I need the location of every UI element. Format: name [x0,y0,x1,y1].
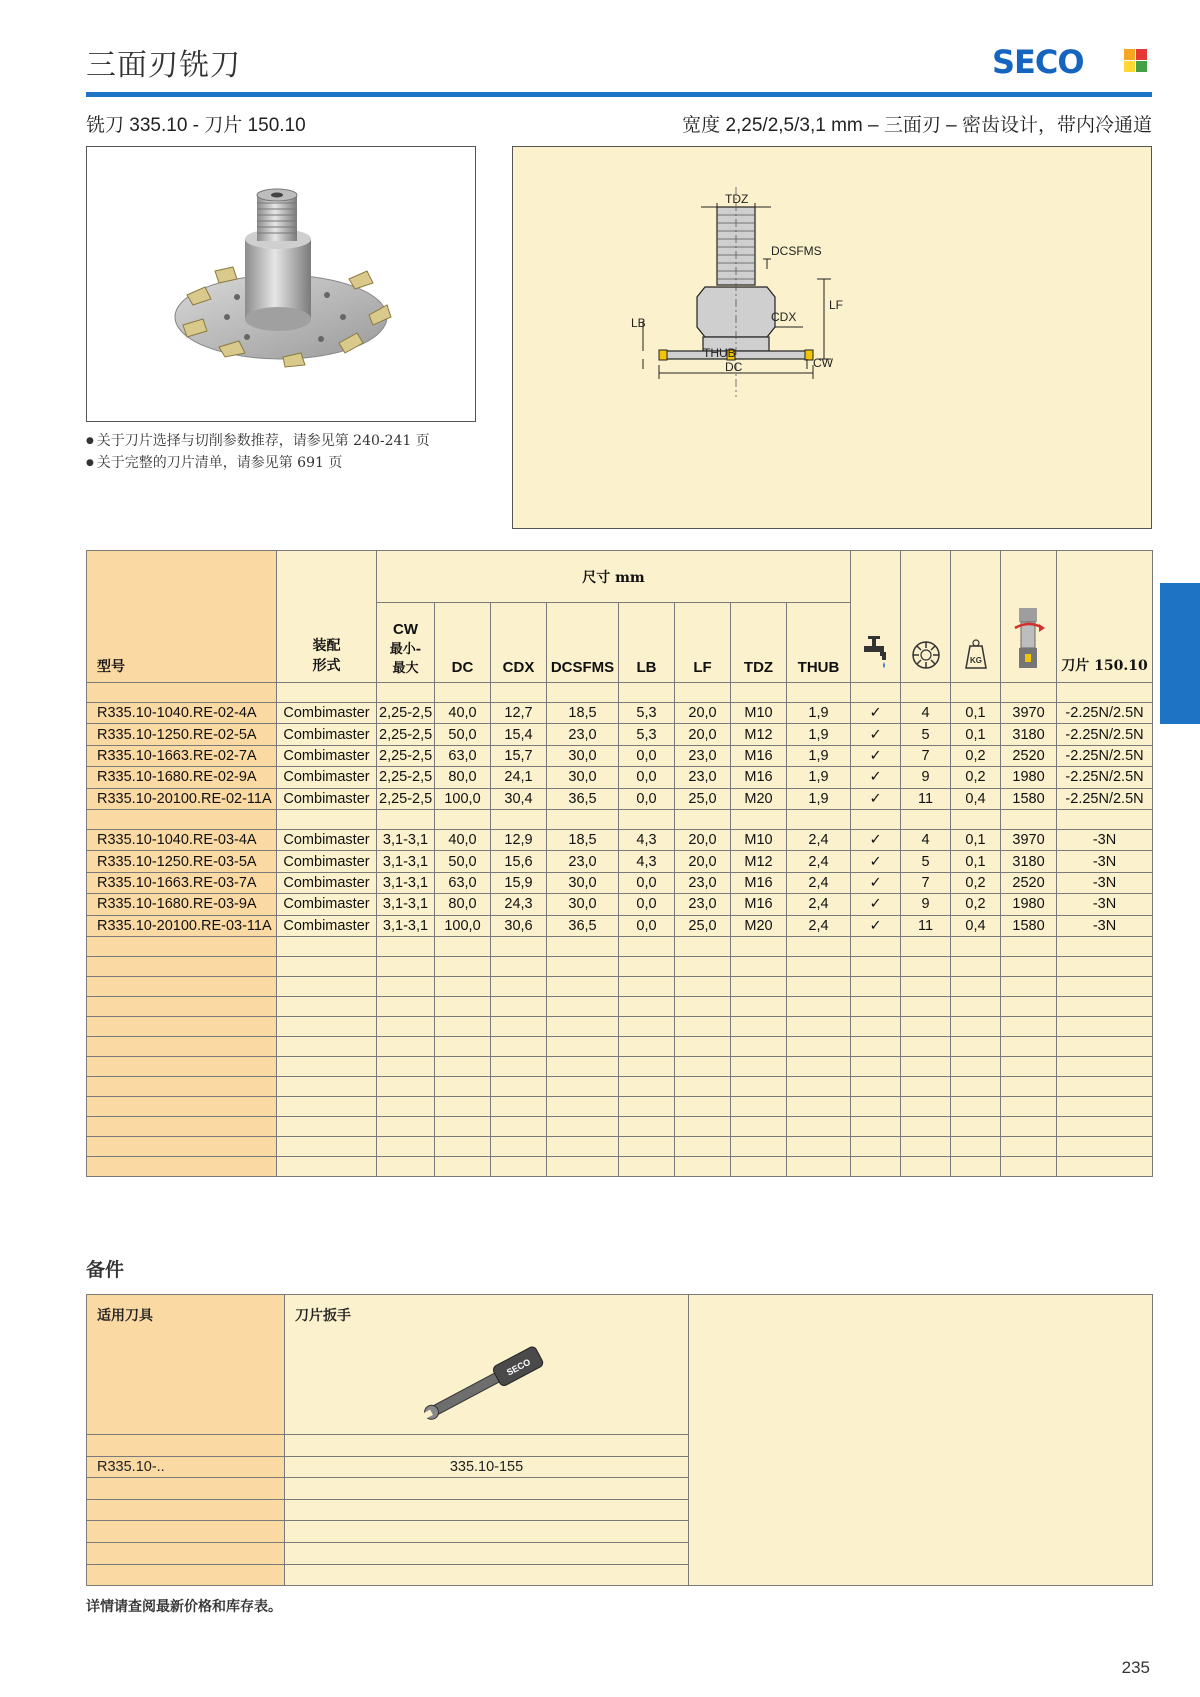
table-cell: ✓ [851,724,901,745]
table-row [87,851,1153,872]
table-cell: 100,0 [435,788,491,809]
col-coolant [851,551,901,683]
model-cell: R335.10-1250.RE-03-5A [87,851,277,872]
table-cell: Combimaster [277,894,377,915]
table-cell: 0,2 [951,745,1001,766]
table-cell: 5,3 [619,724,675,745]
table-cell: Combimaster [277,767,377,788]
dimension-drawing [513,147,1151,528]
table-cell: 100,0 [435,915,491,936]
table-cell: 20,0 [675,851,731,872]
teeth-count-icon [909,638,943,672]
table-row [87,788,1153,809]
table-cell: 12,7 [491,703,547,724]
table-cell: ✓ [851,829,901,850]
table-row [87,829,1153,850]
table-cell: 2520 [1001,745,1057,766]
label-cdx: CDX [771,310,797,324]
table-cell: 30,6 [491,915,547,936]
col-teeth [901,551,951,683]
table-cell: 30,4 [491,788,547,809]
table-cell: M16 [731,872,787,893]
table-cell: 0,0 [619,872,675,893]
table-cell: 7 [901,745,951,766]
col-insert: 刀片 150.10 [1057,551,1153,683]
table-cell: 50,0 [435,724,491,745]
spacer-row [87,1076,1153,1096]
model-cell: R335.10-1040.RE-02-4A [87,703,277,724]
table-cell: 2,4 [787,851,851,872]
table-cell: M10 [731,829,787,850]
product-table [86,550,1153,1177]
acc-col-tool: 适用刀具 [87,1295,285,1435]
table-cell: ✓ [851,745,901,766]
table-cell: 80,0 [435,767,491,788]
table-cell: 0,1 [951,851,1001,872]
product-photo [86,146,476,422]
table-cell: 3,1-3,1 [377,915,435,936]
table-cell: 1,9 [787,745,851,766]
table-cell: 0,0 [619,894,675,915]
product-subtitle: 铣刀 335.10 - 刀片 150.10 [86,115,306,136]
coolant-tap-icon [860,632,892,672]
spacer-row [87,936,1153,956]
table-cell: 25,0 [675,788,731,809]
label-cw: CW [813,356,833,370]
table-row [87,724,1153,745]
table-cell: -2.25N/2.5N [1057,703,1153,724]
table-cell: 0,1 [951,724,1001,745]
table-cell: 5 [901,851,951,872]
table-cell: ✓ [851,915,901,936]
table-cell: 2,4 [787,872,851,893]
table-cell: 15,4 [491,724,547,745]
table-cell: M16 [731,767,787,788]
table-cell: 3,1-3,1 [377,851,435,872]
table-cell: -2.25N/2.5N [1057,767,1153,788]
notes-list [86,430,430,474]
table-cell: 3,1-3,1 [377,894,435,915]
table-cell: 11 [901,915,951,936]
table-cell: 15,9 [491,872,547,893]
table-cell: 5 [901,724,951,745]
table-row [87,872,1153,893]
col-lb: LB [619,603,675,683]
weight-kg-icon [960,638,992,672]
table-cell: ✓ [851,788,901,809]
page-number: 235 [1121,1658,1150,1677]
table-cell: 3,1-3,1 [377,829,435,850]
acc-empty-area [689,1295,1153,1586]
table-cell: Combimaster [277,872,377,893]
table-cell: 20,0 [675,703,731,724]
table-row [87,745,1153,766]
table-cell: ✓ [851,872,901,893]
table-cell: M20 [731,788,787,809]
table-cell: 12,9 [491,829,547,850]
page-title: 三面刃铣刀 [86,48,241,83]
table-cell: 7 [901,872,951,893]
label-lb: LB [631,316,646,330]
table-cell: Combimaster [277,745,377,766]
spacer-row [87,1036,1153,1056]
col-thub: THUB [787,603,851,683]
spacer-row [87,996,1153,1016]
table-cell: 11 [901,788,951,809]
table-cell: 20,0 [675,829,731,850]
table-cell: M16 [731,894,787,915]
table-row [87,894,1153,915]
spacer-row [87,1056,1153,1076]
table-cell: 15,7 [491,745,547,766]
spacer-row [87,1136,1153,1156]
table-cell: 23,0 [675,767,731,788]
col-tdz: TDZ [731,603,787,683]
table-cell: 3180 [1001,724,1057,745]
accessories-title: 备件 [86,1259,125,1281]
insert-wrench-icon [415,1345,555,1425]
table-cell: 0,2 [951,894,1001,915]
table-cell: 36,5 [547,915,619,936]
col-weight [951,551,1001,683]
table-cell: 2,25-2,5 [377,745,435,766]
table-cell: 0,0 [619,788,675,809]
table-cell: 9 [901,894,951,915]
table-cell: 0,1 [951,703,1001,724]
table-cell: 2,4 [787,894,851,915]
table-cell: 2,4 [787,829,851,850]
label-dc: DC [725,360,743,374]
table-cell: 0,0 [619,767,675,788]
acc-col-wrench: 刀片扳手 SECO [285,1295,689,1435]
table-cell: 23,0 [675,894,731,915]
table-cell: -3N [1057,872,1153,893]
table-cell: Combimaster [277,915,377,936]
col-dc: DC [435,603,491,683]
table-cell: 2,25-2,5 [377,703,435,724]
spacer-row [87,976,1153,996]
table-cell: 2,4 [787,915,851,936]
table-cell: 1580 [1001,788,1057,809]
table-cell: ✓ [851,894,901,915]
product-table-body [87,683,1153,1177]
table-cell: 1,9 [787,788,851,809]
spacer-row [87,809,1153,829]
table-cell: 0,1 [951,829,1001,850]
cutter-photo-illustration [87,147,475,421]
table-cell: ✓ [851,767,901,788]
table-cell: 30,0 [547,872,619,893]
footer-note: 详情请查阅最新价格和库存表。 [86,1599,282,1615]
table-cell: 2,25-2,5 [377,788,435,809]
table-cell: 3970 [1001,829,1057,850]
table-cell: 23,0 [547,851,619,872]
col-dimensions: 尺寸 mm [377,551,851,603]
label-tdz: TDZ [725,192,749,206]
table-cell: 0,4 [951,788,1001,809]
spacer-row [87,683,1153,703]
table-cell: 2520 [1001,872,1057,893]
table-cell: -3N [1057,915,1153,936]
table-cell: 63,0 [435,745,491,766]
table-cell: 63,0 [435,872,491,893]
svg-text:KG: KG [969,656,982,665]
table-cell: 1980 [1001,894,1057,915]
table-cell: 15,6 [491,851,547,872]
table-cell: 4,3 [619,829,675,850]
table-cell: 40,0 [435,829,491,850]
table-cell: 1,9 [787,703,851,724]
acc-row-tool: R335.10-.. [87,1456,285,1478]
table-cell: 3970 [1001,703,1057,724]
table-cell: 24,3 [491,894,547,915]
svg-text:SECO: SECO [504,1356,533,1378]
spacer-row [87,1116,1153,1136]
table-cell: ✓ [851,851,901,872]
table-cell: 50,0 [435,851,491,872]
table-cell: 80,0 [435,894,491,915]
table-cell: 25,0 [675,915,731,936]
table-cell: 9 [901,767,951,788]
section-tab-marker [1160,583,1200,724]
table-cell: M10 [731,703,787,724]
col-max-rpm [1001,551,1057,683]
table-cell: 0,2 [951,872,1001,893]
table-row [87,767,1153,788]
table-cell: 24,1 [491,767,547,788]
table-cell: 4,3 [619,851,675,872]
table-cell: 0,0 [619,745,675,766]
table-cell: 0,0 [619,915,675,936]
model-cell: R335.10-1040.RE-03-4A [87,829,277,850]
table-cell: 4 [901,829,951,850]
label-dcsfms: DCSFMS [771,244,822,258]
table-cell: 30,0 [547,894,619,915]
model-cell: R335.10-20100.RE-02-11A [87,788,277,809]
table-cell: M12 [731,724,787,745]
model-cell: R335.10-1663.RE-02-7A [87,745,277,766]
table-cell: 23,0 [547,724,619,745]
label-lf: LF [829,298,844,312]
table-cell: 40,0 [435,703,491,724]
table-cell: 18,5 [547,829,619,850]
max-rpm-icon [1009,606,1049,672]
table-cell: 3,1-3,1 [377,872,435,893]
label-thub: THUB [703,346,736,360]
table-cell: Combimaster [277,788,377,809]
seco-logo [992,44,1152,80]
table-row [87,915,1153,936]
table-cell: 30,0 [547,767,619,788]
model-cell: R335.10-20100.RE-03-11A [87,915,277,936]
model-cell: R335.10-1250.RE-02-5A [87,724,277,745]
table-cell: -2.25N/2.5N [1057,745,1153,766]
table-cell: -2.25N/2.5N [1057,788,1153,809]
col-cdx: CDX [491,603,547,683]
spacer-row [87,1096,1153,1116]
table-cell: -2.25N/2.5N [1057,724,1153,745]
table-cell: 4 [901,703,951,724]
table-cell: 0,2 [951,767,1001,788]
table-cell: 1980 [1001,767,1057,788]
model-cell: R335.10-1680.RE-03-9A [87,894,277,915]
col-model: 型号 [87,551,277,683]
table-cell: 1,9 [787,724,851,745]
table-cell: 20,0 [675,724,731,745]
table-cell: 23,0 [675,872,731,893]
table-cell: 1580 [1001,915,1057,936]
col-cw: CW 最小- 最大 [377,603,435,683]
header-rule [86,92,1152,97]
table-cell: Combimaster [277,851,377,872]
table-cell: 36,5 [547,788,619,809]
accessories-table [86,1294,1153,1586]
note-insert-list: ● 关于完整的刀片清单，请参见第 691 页 [86,452,430,474]
table-cell: Combimaster [277,703,377,724]
table-cell: 1,9 [787,767,851,788]
table-cell: -3N [1057,829,1153,850]
model-cell: R335.10-1680.RE-02-9A [87,767,277,788]
table-cell: 2,25-2,5 [377,724,435,745]
table-row [87,703,1153,724]
spacer-row [87,1156,1153,1176]
table-cell: M20 [731,915,787,936]
spacer-row [87,956,1153,976]
col-dcsfms: DCSFMS [547,603,619,683]
table-cell: M12 [731,851,787,872]
table-cell: 3180 [1001,851,1057,872]
col-lf: LF [675,603,731,683]
dimension-diagram [512,146,1152,529]
table-cell: 0,4 [951,915,1001,936]
table-cell: 2,25-2,5 [377,767,435,788]
product-description: 宽度 2,25/2,5/3,1 mm – 三面刃 – 密齿设计，带内冷通道 [682,115,1152,136]
table-cell: 18,5 [547,703,619,724]
table-cell: -3N [1057,894,1153,915]
table-cell: -3N [1057,851,1153,872]
col-mounting: 装配 形式 [277,551,377,683]
table-cell: Combimaster [277,724,377,745]
note-insert-selection: ● 关于刀片选择与切削参数推荐，请参见第 240-241 页 [86,430,430,452]
acc-row-wrench: 335.10-155 [285,1456,689,1478]
table-cell: Combimaster [277,829,377,850]
table-cell: 5,3 [619,703,675,724]
table-cell: 30,0 [547,745,619,766]
logo-text: SECO [992,43,1084,81]
table-cell: M16 [731,745,787,766]
model-cell: R335.10-1663.RE-03-7A [87,872,277,893]
table-cell: 23,0 [675,745,731,766]
spacer-row [87,1016,1153,1036]
table-cell: ✓ [851,703,901,724]
